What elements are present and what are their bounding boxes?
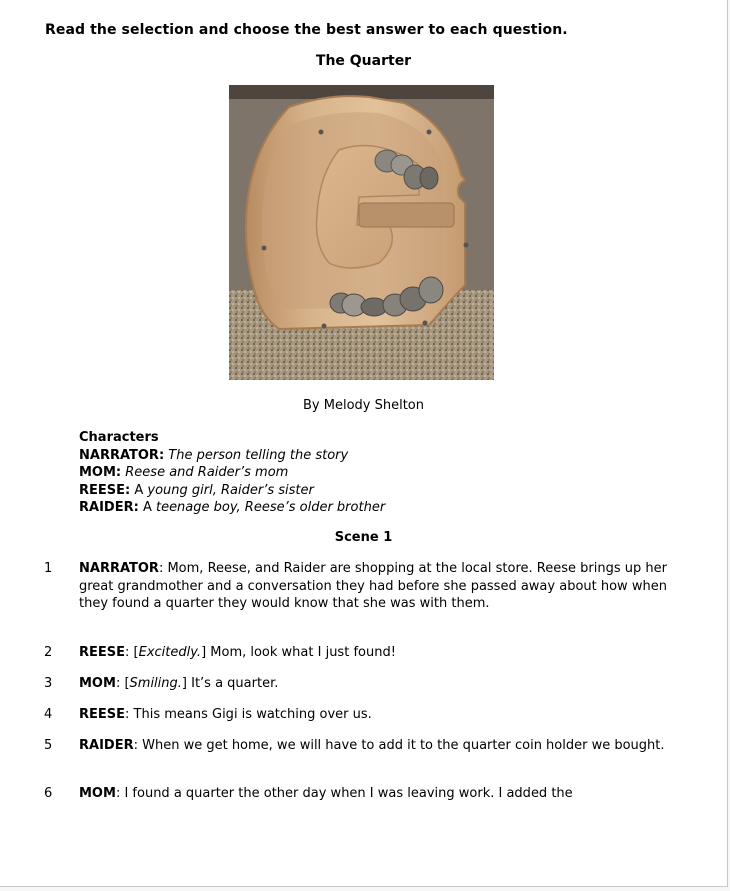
stage-direction: Excitedly. xyxy=(138,645,202,660)
line-text: When we get home, we will have to add it to the quarter coin holder we bought. xyxy=(142,738,665,753)
character-name: REESE: xyxy=(79,482,131,498)
speaker: MOM xyxy=(79,676,116,691)
line-number: 5 xyxy=(44,738,53,753)
character-desc: Reese and Raider’s mom xyxy=(125,465,289,480)
speaker: MOM xyxy=(79,786,116,801)
characters-heading: Characters xyxy=(79,430,159,445)
colon: : xyxy=(158,561,168,576)
character-article: A xyxy=(134,482,148,498)
colon: : xyxy=(133,738,143,753)
passage-page: Read the selection and choose the best answer to each question. The Quarter By Melody Shelton Characters NARRATOR: The person telling the story MOM: Reese and Raider’s mom REESE: A young girl, Raider’s sister RAIDER: A teenage boy, Reese’s older brother Scene 1 1 NARRATOR: Mom, Reese, and Raider are shopping at the local store. Reese brings up her great grandmother and a conversation they had before she passed away about how when they found a quarter they would know that she was with them. 2 REESE: [Excitedly.] Mom, look what I just found! 3 MOM: [Smiling.] It’s a quarter. 4 REESE: This means Gigi is watching over us. 5 RAIDER: When we get home, we will have to add it to the quarter coin holder we bought. 6 MOM: I found a quarter the other day when I was leaving work. I added the xyxy=(0,0,728,887)
line-number: 2 xyxy=(44,645,53,660)
line-text: I found a quarter the other day when I was leaving work. I added the xyxy=(124,786,573,801)
character-entry xyxy=(79,464,385,482)
colon: : xyxy=(115,786,125,801)
instructions: Read the selection and choose the best answer to each question. xyxy=(45,22,568,38)
character-name: MOM: xyxy=(79,465,122,480)
character-name: NARRATOR: xyxy=(79,447,165,463)
coin-bank-photo xyxy=(229,85,494,380)
character-entry xyxy=(79,447,385,465)
speaker: RAIDER xyxy=(79,738,134,753)
line-number: 3 xyxy=(44,676,53,691)
character-name: RAIDER: xyxy=(79,500,139,515)
line-text: Mom, look what I just found! xyxy=(206,645,396,660)
photo-coin-bank-icon xyxy=(229,85,494,380)
line-text: This means Gigi is watching over us. xyxy=(133,707,372,722)
line-number: 1 xyxy=(44,561,53,576)
character-article: A xyxy=(142,500,156,515)
character-desc: The person telling the story xyxy=(168,447,349,463)
byline: By Melody Shelton xyxy=(303,398,424,413)
scene-heading: Scene 1 xyxy=(334,530,393,545)
line-text: Mom, Reese, and Raider are shopping at the local store. Reese brings up her great grandmother and a conversation they had before she passed away about how when they found a quarter they would know that she was with them. xyxy=(79,561,667,611)
line-number: 4 xyxy=(44,707,53,722)
character-desc: teenage boy, Reese’s older brother xyxy=(155,500,386,515)
character-entry xyxy=(79,499,385,517)
line-text: It’s a quarter. xyxy=(186,676,279,691)
line-number: 6 xyxy=(44,786,53,801)
speaker: REESE xyxy=(79,645,126,660)
colon: : xyxy=(125,707,134,722)
stage-direction: Smiling. xyxy=(129,676,182,691)
character-desc: young girl, Raider’s sister xyxy=(147,482,314,498)
passage-title: The Quarter xyxy=(315,53,412,69)
colon: : xyxy=(115,676,125,691)
speaker: NARRATOR xyxy=(79,561,159,576)
colon: : xyxy=(125,645,134,660)
character-entry xyxy=(79,482,385,500)
speaker: REESE xyxy=(79,707,126,722)
characters-list xyxy=(79,429,385,517)
